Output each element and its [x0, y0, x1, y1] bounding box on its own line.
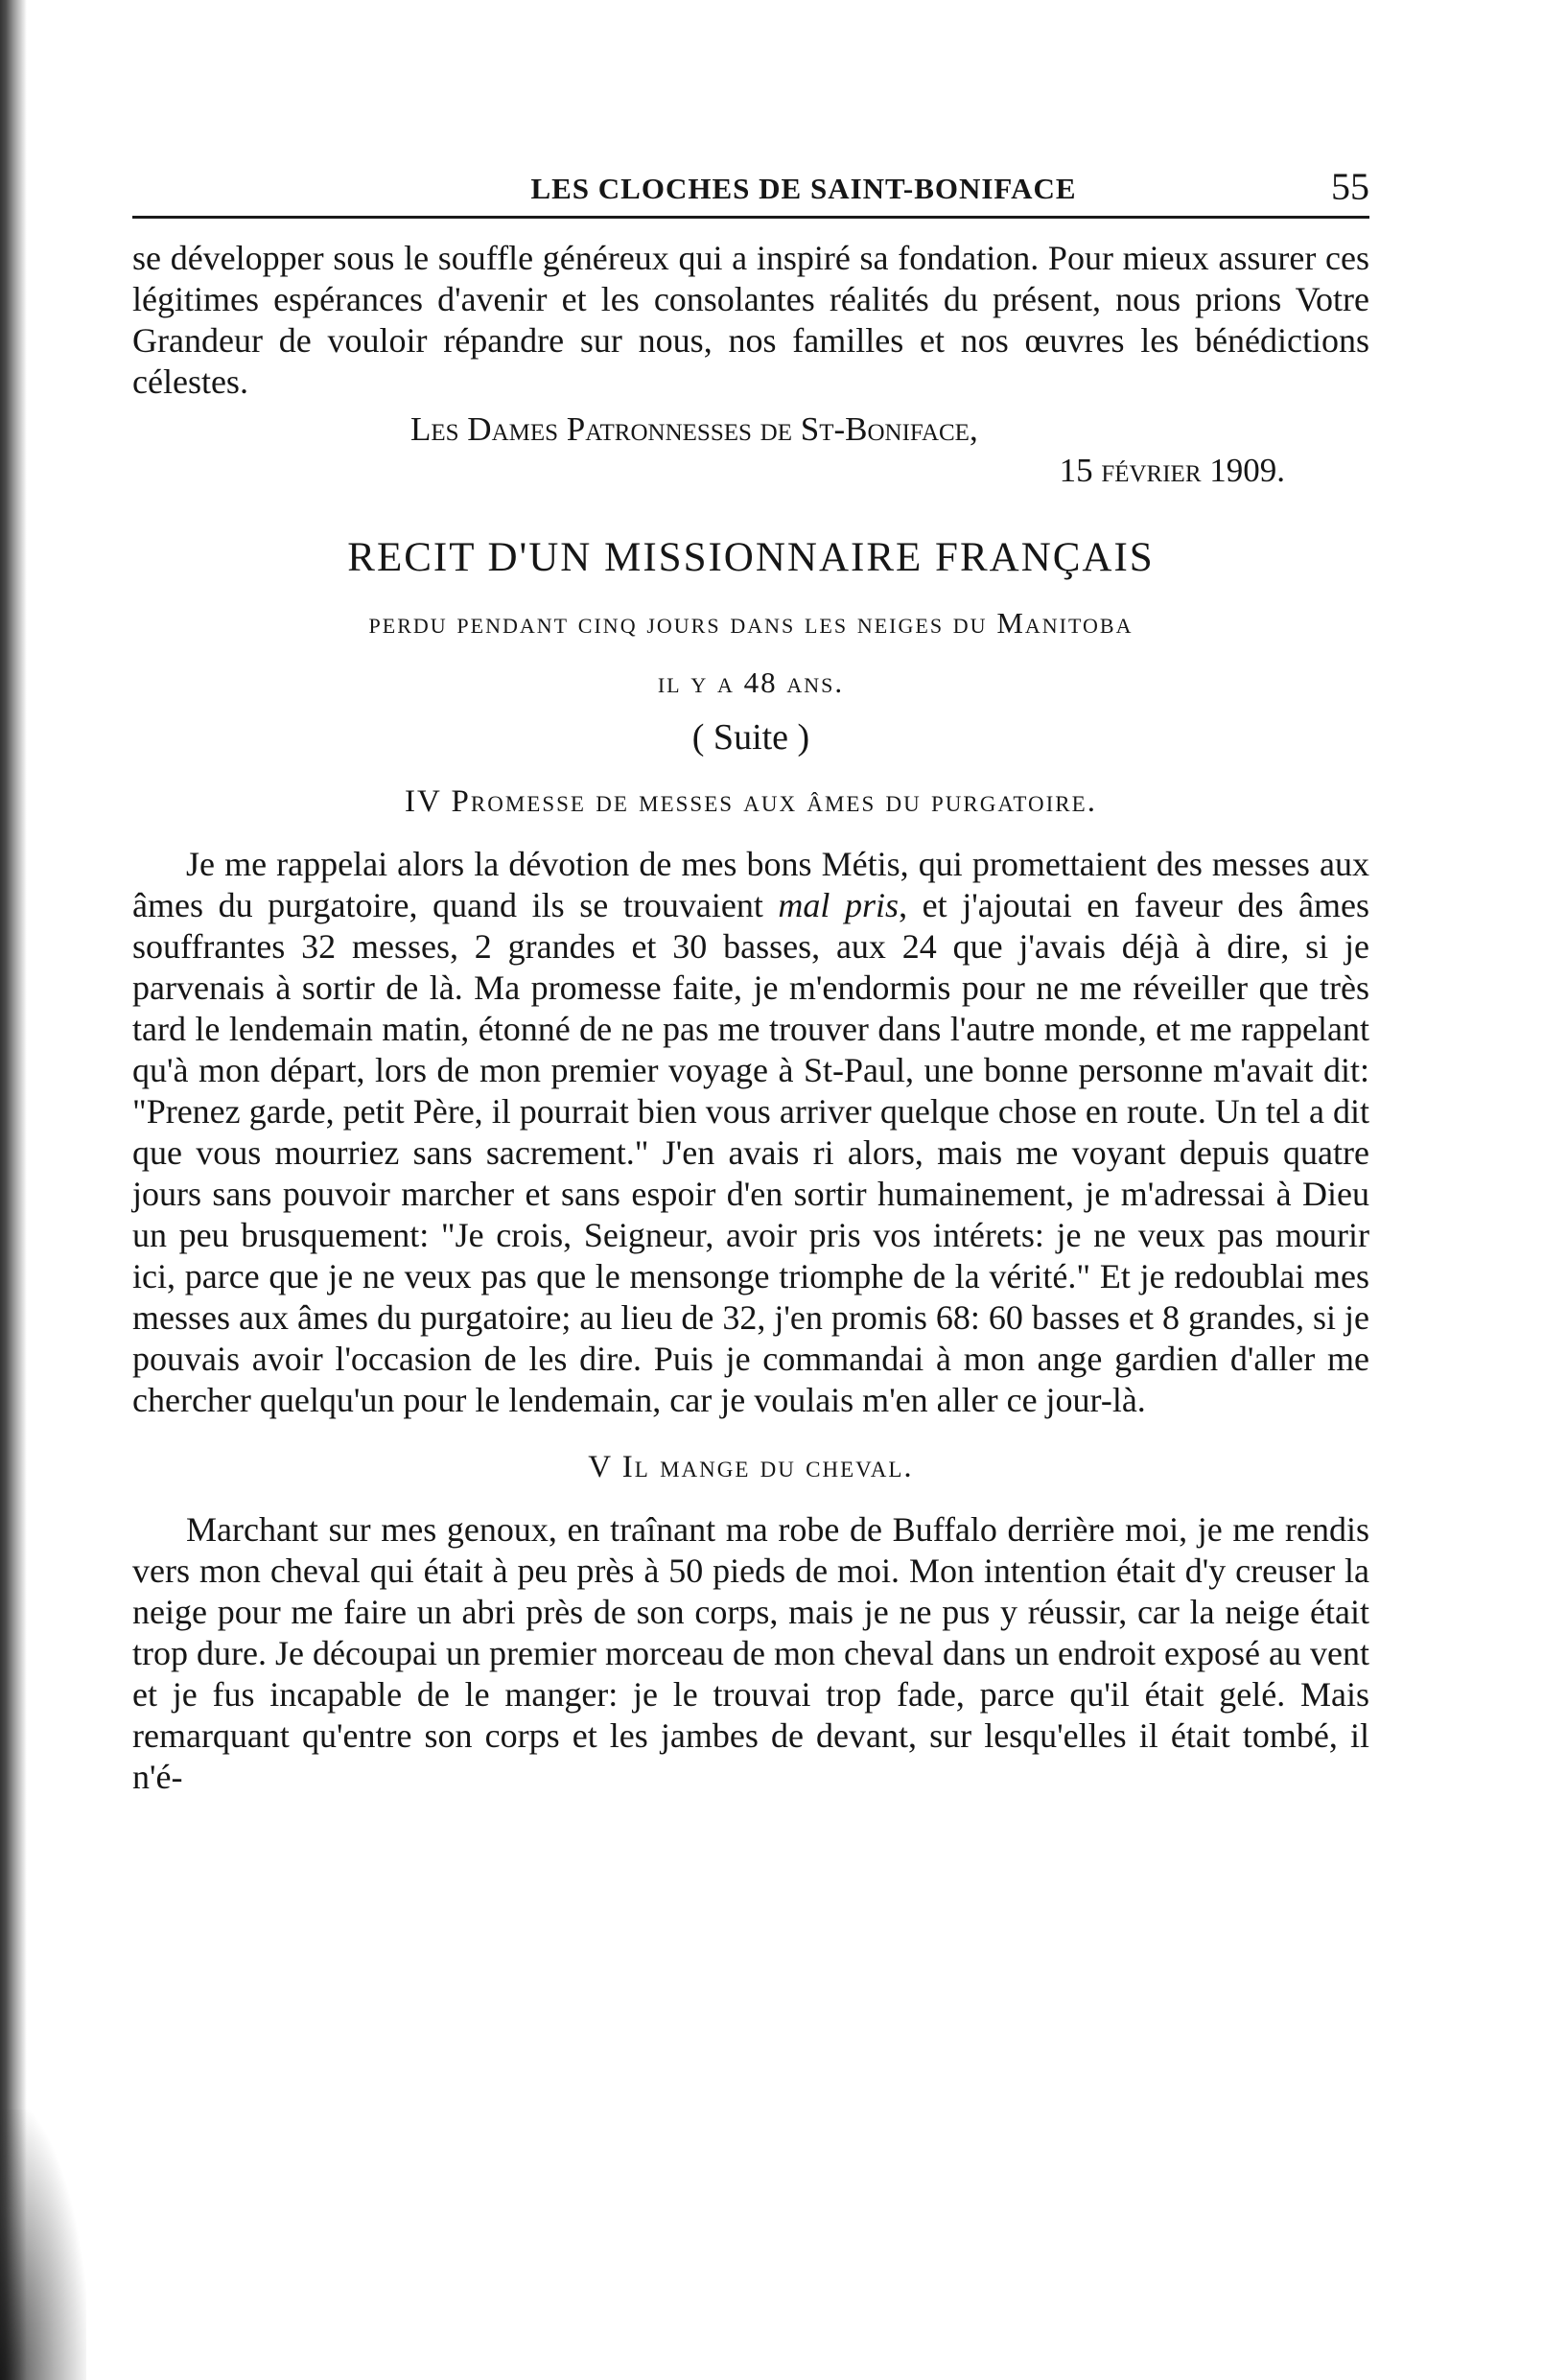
book-page: [132, 158, 1369, 1798]
scan-shadow-edge: [0, 0, 27, 2380]
running-header: [132, 158, 1369, 219]
section-5-heading: V Il mange du cheval.: [588, 1450, 914, 1484]
page-number: 55: [1331, 165, 1369, 208]
section-4-paragraph: [132, 844, 1369, 1421]
section-5-paragraph: Marchant sur mes genoux, en traînant ma robe de Buffalo derrière moi, je me rendis vers mon cheval qui était à peu près à 50 pieds de moi. Mon intention était d'y creuser la neige pour me faire un abri près de son corps, mais je ne pus y réussir, car la neige était trop dure. Je découpai un premier morceau de mon cheval dans un endroit exposé au vent et je fus incapable de le manger: je le trouvai trop fade, parce qu'il était gelé. Mais remarquant qu'entre son corps et les jambes de devant, sur lesqu'elles il était tombé, il n'é-: [132, 1510, 1369, 1796]
section-4-italic-phrase: mal pris: [778, 886, 900, 924]
section-4-text-end: , et j'ajoutai en faveur des âmes souffrantes 32 messes, 2 grandes et 30 basses, aux 24 que j'avais déjà à dire, si je parvenais à sortir de là. Ma promesse faite, je m'endormis pour ne me réveiller que très tard le lendemain matin, étonné de ne pas me trouver dans l'autre monde, et me rappelant qu'à mon départ, lors de mon premier voyage à St-Paul, une bonne personne m'avait dit: "Prenez garde, petit Père, il pourrait bien vous arriver quelque chose en route. Un tel a dit que vous mourriez sans sacrement." J'en avais ri alors, mais me voyant depuis quatre jours sans pouvoir marcher et sans espoir d'en sortir humainement, je m'adressai à Dieu un peu brusquement: "Je crois, Seigneur, avoir pris vos intérets: je ne veux pas mourir ici, parce que je ne veux pas que le mensonge triomphe de la vérité." Et je redoublai mes messes aux âmes du purgatoire; au lieu de 32, j'en promis 68: 60 basses et 8 grandes, si je pouvais avoir l'occasion de les dire. Puis je commandai à mon ange gardien d'aller me chercher quelqu'un pour le lendemain, car je voulais m'en aller ce jour-là.: [132, 886, 1369, 1419]
suite-label: ( Suite ): [691, 717, 810, 758]
section-4-heading: IV Promesse de messes aux âmes du purgatoire.: [405, 784, 1097, 819]
article-title: RECIT D'UN MISSIONNAIRE FRANÇAIS: [347, 535, 1155, 580]
signature-line: Les Dames Patronnesses de St-Boniface,: [410, 410, 978, 448]
article-subtitle-years: il y a 48 ans.: [657, 665, 845, 699]
running-title: LES CLOCHES DE SAINT-BONIFACE: [530, 172, 1077, 205]
article-subtitle: perdu pendant cinq jours dans les neiges du Manitoba: [368, 606, 1134, 640]
section-4-text-start: Je me rappelai alors la dévotion de mes bons Métis, qui promettaient des messes aux âmes du purgatoire, quand ils se trouvaient: [132, 845, 1369, 924]
intro-paragraph: se développer sous le souffle généreux qui a inspiré sa fondation. Pour mieux assurer ces légitimes espérances d'avenir et les consolantes réalités du présent, nous prions Votre Grandeur de vouloir répandre sur nous, nos familles et nos œuvres les bénédictions célestes.: [132, 239, 1369, 401]
date-line: 15 février 1909.: [1059, 452, 1285, 489]
scan-shadow-corner: [0, 2110, 86, 2380]
